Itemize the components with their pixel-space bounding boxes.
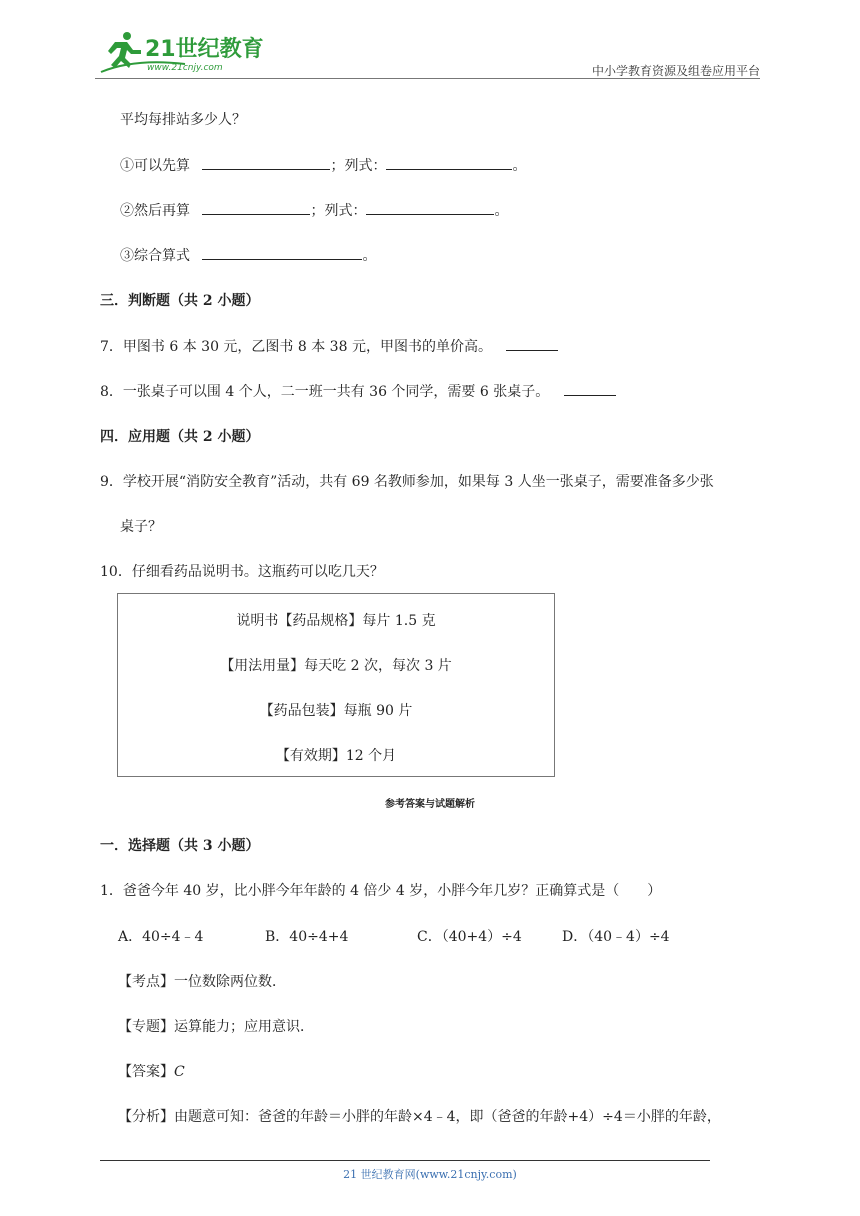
step3-label: ③综合算式 xyxy=(120,248,190,264)
q10: 10．仔细看药品说明书。这瓶药可以吃几天？ xyxy=(100,564,384,580)
kaodian: 【考点】一位数除两位数． xyxy=(118,974,286,990)
q9-line2: 桌子？ xyxy=(120,519,162,535)
box-line: 【用法用量】每天吃 2 次，每次 3 片 xyxy=(220,658,452,674)
answer-q1: 1．爸爸今年 40 岁，比小胖今年年龄的 4 倍少 4 岁，小胖今年几岁？正确算式是（ ） xyxy=(100,883,662,899)
q9-line1: 9．学校开展“消防安全教育”活动，共有 69 名教师参加，如果每 3 人坐一张桌子，需要准备多少张 xyxy=(100,474,714,490)
step2-label: ②然后再算 xyxy=(120,203,190,219)
answer-blank[interactable] xyxy=(506,338,558,351)
step3-end: 。 xyxy=(362,248,377,264)
zhuanti: 【专题】运算能力；应用意识． xyxy=(118,1019,314,1035)
step1-label: ①可以先算 xyxy=(120,158,190,174)
answer-blank[interactable] xyxy=(202,157,330,170)
answer-value: C xyxy=(174,1064,185,1080)
answer-line xyxy=(118,1063,185,1081)
step1-end: 。 xyxy=(512,158,527,174)
q6-step3 xyxy=(120,247,376,265)
answer-label: 【答案】 xyxy=(118,1064,174,1080)
option-b: B．40÷4+4 xyxy=(265,929,349,945)
q6-step2 xyxy=(120,202,508,220)
step1-sep: ；列式： xyxy=(330,158,387,174)
q8-text: 8．一张桌子可以围 4 个人，二一班一共有 36 个同学，需要 6 张桌子。 xyxy=(100,384,550,400)
svg-text:www.21cnjy.com: www.21cnjy.com xyxy=(147,63,223,73)
q6-step1 xyxy=(120,157,526,175)
fenxi: 【分析】由题意可知：爸爸的年龄＝小胖的年龄×4﹣4，即（爸爸的年龄+4）÷4＝小胖的年龄， xyxy=(118,1109,721,1125)
svg-text:21世纪教育: 21世纪教育 xyxy=(145,37,264,62)
option-d: D．（40﹣4）÷4 xyxy=(562,929,670,945)
footer-link[interactable]: 21 世纪教育网(www.21cnjy.com) xyxy=(343,1168,517,1181)
answers-title: 参考答案与试题解析 xyxy=(385,799,475,810)
step2-end: 。 xyxy=(494,203,509,219)
box-line: 说明书【药品规格】每片 1.5 克 xyxy=(236,613,436,629)
box-line: 【药品包装】每瓶 90 片 xyxy=(259,703,413,719)
page-header xyxy=(95,28,760,78)
answer-blank[interactable] xyxy=(564,383,616,396)
q8 xyxy=(100,383,616,401)
q7 xyxy=(100,338,558,356)
platform-name: 中小学教育资源及组卷应用平台 xyxy=(591,64,760,78)
answer-blank[interactable] xyxy=(202,247,362,260)
answers-section1-title: 一．选择题（共 3 小题） xyxy=(100,838,260,854)
answer-blank[interactable] xyxy=(366,202,494,215)
header-divider xyxy=(95,78,760,79)
step2-sep: ；列式： xyxy=(310,203,367,219)
answer-blank[interactable] xyxy=(386,157,512,170)
q7-text: 7．甲图书 6 本 30 元，乙图书 8 本 38 元，甲图书的单价高。 xyxy=(100,339,492,355)
section4-title: 四．应用题（共 2 小题） xyxy=(100,429,260,445)
box-line: 【有效期】12 个月 xyxy=(275,748,397,764)
medicine-instructions-box xyxy=(117,593,555,777)
q6-line: 平均每排站多少人？ xyxy=(120,112,246,128)
footer-divider xyxy=(100,1160,710,1161)
answer-blank[interactable] xyxy=(202,202,310,215)
option-a: A．40÷4﹣4 xyxy=(118,929,204,945)
site-logo xyxy=(95,28,265,76)
section3-title: 三．判断题（共 2 小题） xyxy=(100,293,260,309)
option-c: C．（40+4）÷4 xyxy=(417,929,522,945)
